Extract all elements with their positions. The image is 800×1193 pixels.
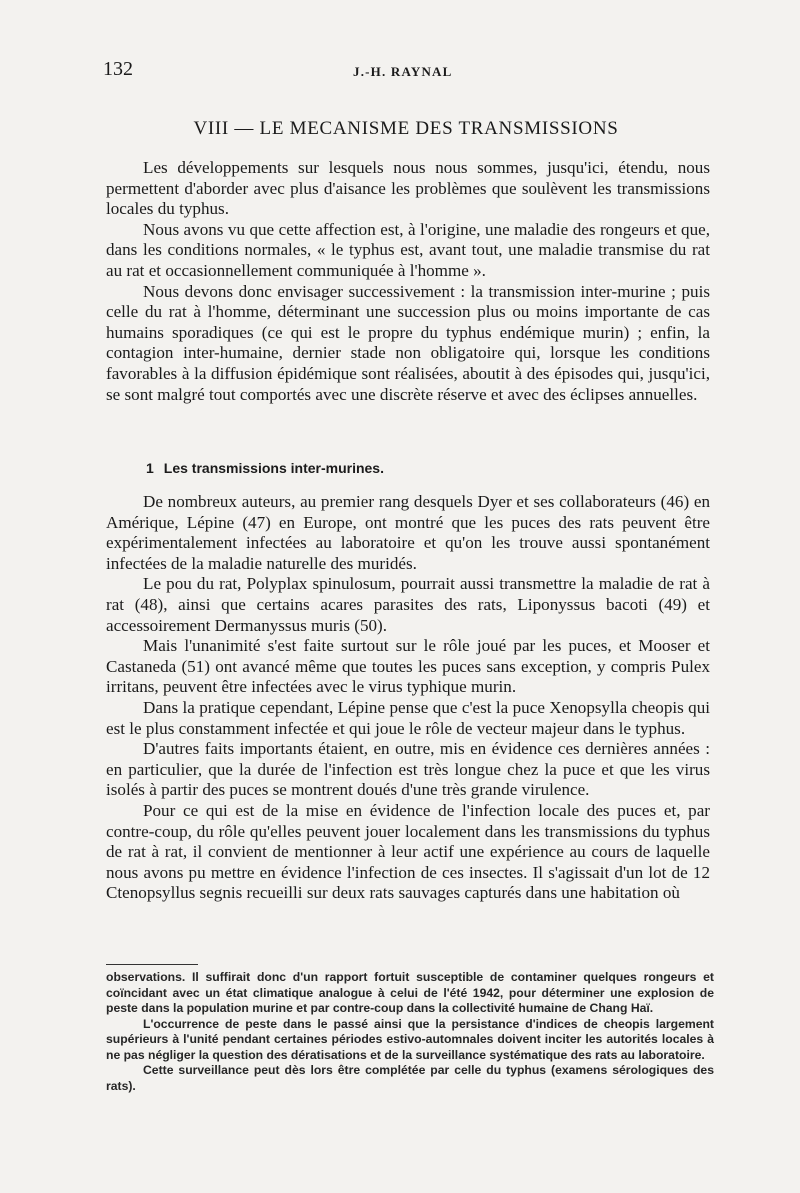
- subsection-heading: [146, 460, 384, 476]
- main-text: [106, 492, 710, 904]
- footnote: Cette surveillance peut dès lors être complétée par celle du typhus (examens sérologiques des rats).: [106, 1063, 714, 1093]
- page-header: [103, 58, 800, 88]
- paragraph: De nombreux auteurs, au premier rang desquels Dyer et ses collaborateurs (46) en Amérique, Lépine (47) en Europe, ont montré que les puces des rats peuvent être expérimentalement infectées au laboratoire et qu'on les trouve aussi spontanément infectées de la maladie naturelle des muridés.: [106, 492, 710, 573]
- page-number: 132: [103, 58, 133, 80]
- paragraph: Nous avons vu que cette affection est, à l'origine, une maladie des rongeurs et que, dans les conditions normales, « le typhus est, avant tout, une maladie transmise du rat au rat et occasionnellement communiquée à l'homme ».: [106, 219, 710, 280]
- subsection-number: 1: [146, 460, 154, 476]
- paragraph: Mais l'unanimité s'est faite surtout sur le rôle joué par les puces, et Mooser et Castaneda (51) ont avancé même que toutes les puces sans exception, y compris Pulex irritans, peuvent être infectées avec le virus typhique murin.: [106, 636, 710, 697]
- running-head: J.-H. RAYNAL: [353, 64, 453, 79]
- paragraph: D'autres faits importants étaient, en outre, mis en évidence ces dernières années : en particulier, que la durée de l'infection est très longue chez la puce et que les virus isolés à partir des puces se montrent doués d'une très grande virulence.: [106, 739, 710, 800]
- footnotes: [106, 970, 714, 1094]
- footnote: observations. Il suffirait donc d'un rapport fortuit susceptible de contaminer quelques rongeurs et coïncidant avec un état climatique analogue à celui de l'été 1942, pour déterminer une explosion de peste dans la population murine et par contre-coup dans la collectivité humaine de Chang Haï.: [106, 970, 714, 1015]
- footnote-divider: [106, 964, 198, 965]
- subsection-title: Les transmissions inter-murines.: [163, 460, 384, 476]
- paragraph: Nous devons donc envisager successivement : la transmission inter-murine ; puis celle du rat à l'homme, déterminant une succession plus ou moins importante de cas humains sporadiques (ce qui est le propre du typhus endémique murin) ; enfin, la contagion inter-humaine, dernier stade non obligatoire qui, lorsque les conditions favorables à la diffusion épidémique sont réalisées, aboutit à des épisodes qui, jusqu'ici, se sont malgré tout comportés avec une discrète réserve et avec des éclipses annuelles.: [106, 281, 710, 404]
- paragraph: Le pou du rat, Polyplax spinulosum, pourrait aussi transmettre la maladie de rat à rat (48), ainsi que certains acares parasites des rats, Liponyssus bacoti (49) et accessoirement Dermanyssus muris (50).: [106, 574, 710, 635]
- paragraph: Dans la pratique cependant, Lépine pense que c'est la puce Xenopsylla cheopis qui est le plus constamment infectée et qui joue le rôle de vecteur majeur dans le typhus.: [106, 697, 710, 738]
- footnote: L'occurrence de peste dans le passé ainsi que la persistance d'indices de cheopis largement supérieurs à l'unité pendant certaines périodes estivo-automnales doivent inciter les autorités locales à ne pas négliger la question des dératisations et de la surveillance systématique des rats au laboratoire.: [106, 1016, 714, 1062]
- intro-text: [106, 158, 710, 405]
- paragraph: Pour ce qui est de la mise en évidence de l'infection locale des puces et, par contre-coup, du rôle qu'elles peuvent jouer localement dans les transmissions du typhus de rat à rat, il convient de mentionner à leur actif une expérience au cours de laquelle nous avons pu mettre en évidence l'infection de ces insectes. Il s'agissait d'un lot de 12 Ctenopsyllus segnis recueilli sur deux rats sauvages capturés dans une habitation où: [106, 800, 710, 903]
- section-title: VIII — LE MECANISME DES TRANSMISSIONS: [193, 118, 619, 139]
- paragraph: Les développements sur lesquels nous nous sommes, jusqu'ici, étendu, nous permettent d'aborder avec plus d'aisance les problèmes que soulèvent les transmissions locales du typhus.: [106, 158, 710, 219]
